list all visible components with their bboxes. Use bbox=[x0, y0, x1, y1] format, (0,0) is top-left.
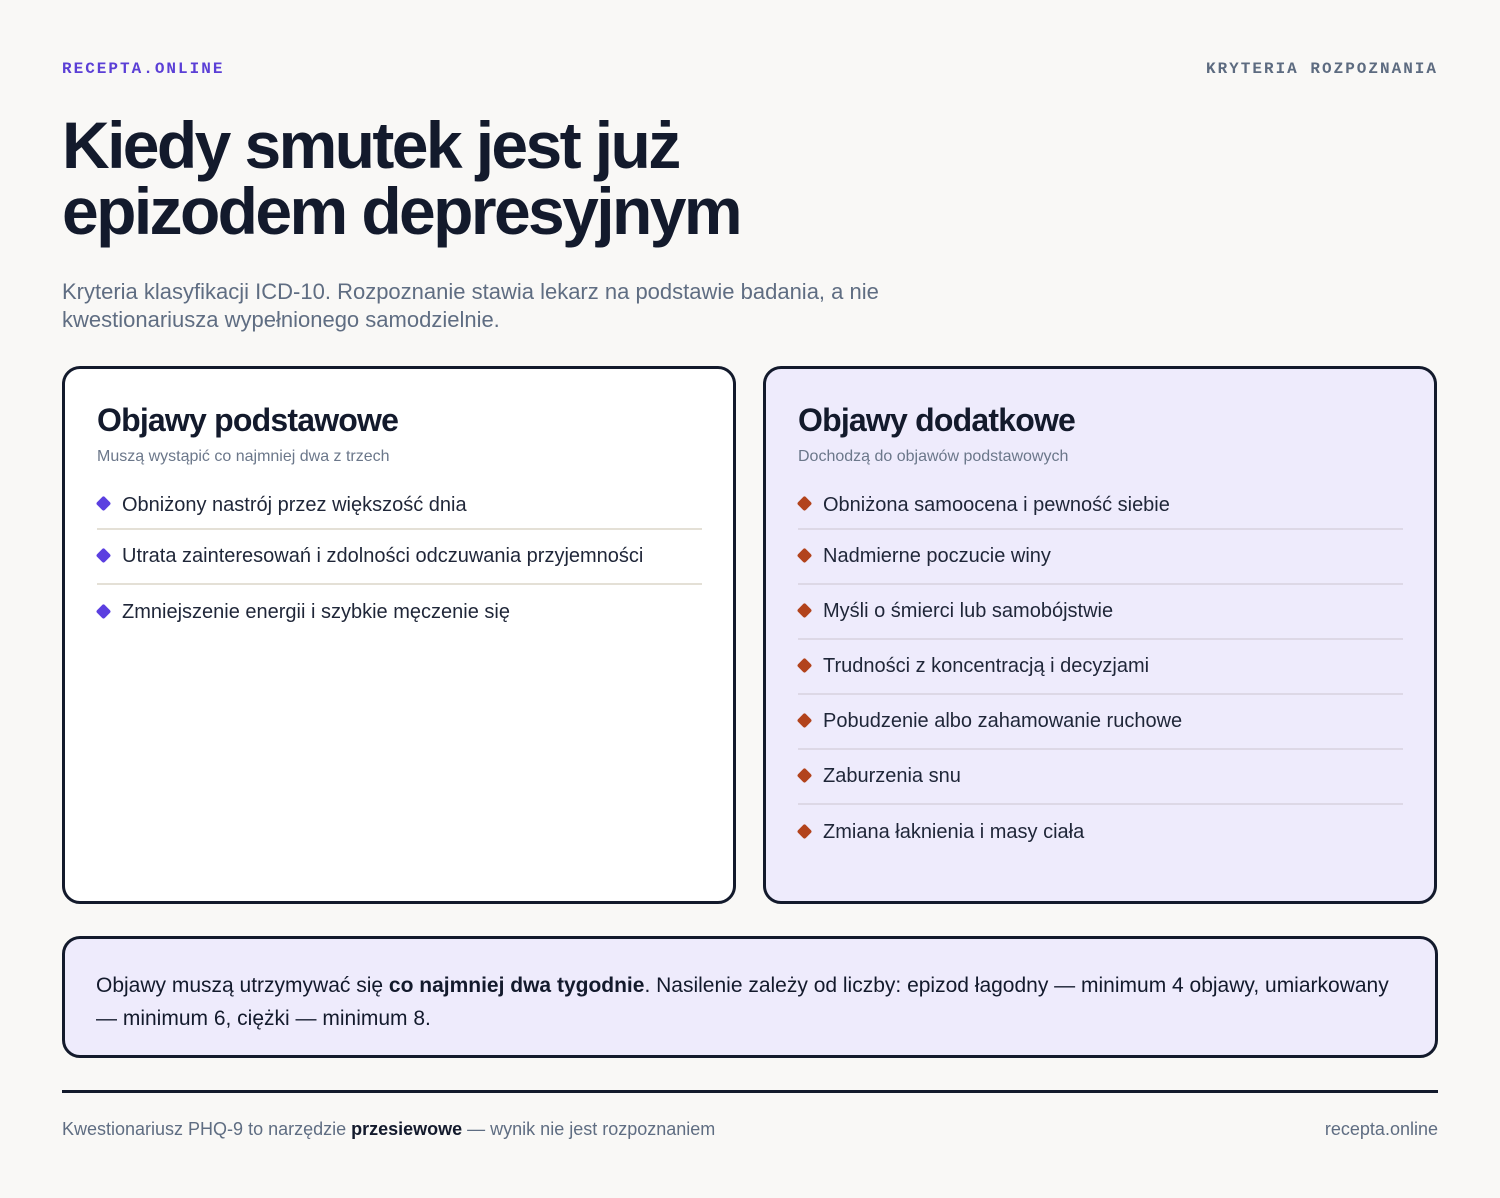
diamond-bullet-icon bbox=[96, 548, 112, 564]
diamond-bullet-icon bbox=[797, 713, 813, 729]
diamond-bullet-icon bbox=[797, 603, 813, 619]
additional-symptom-item bbox=[798, 694, 1403, 750]
additional-symptom-item bbox=[798, 488, 1403, 530]
additional-symptom-item bbox=[798, 529, 1403, 585]
additional-symptom-text: Zmiana łaknienia i masy ciała bbox=[823, 820, 1085, 843]
top-bar bbox=[62, 60, 1438, 78]
additional-symptom-item bbox=[798, 639, 1403, 695]
diamond-bullet-icon bbox=[797, 658, 813, 674]
diamond-bullet-icon bbox=[96, 604, 112, 620]
diamond-bullet-icon bbox=[797, 548, 813, 564]
core-symptom-item bbox=[97, 529, 702, 585]
brand-label[interactable]: RECEPTA.ONLINE bbox=[62, 60, 225, 78]
additional-symptoms-card bbox=[763, 366, 1437, 904]
additional-symptom-item bbox=[798, 804, 1403, 860]
page-title-line-2: epizodem depresyjnym bbox=[62, 174, 740, 248]
core-symptom-text: Obniżony nastrój przez większość dnia bbox=[122, 494, 467, 516]
duration-note bbox=[62, 936, 1438, 1058]
footer-disclaimer-emphasis: przesiewowe bbox=[351, 1119, 463, 1139]
additional-symptom-text: Pobudzenie albo zahamowanie ruchowe bbox=[823, 709, 1183, 732]
page-title-line-1: Kiedy smutek jest już bbox=[62, 108, 679, 182]
section-label: KRYTERIA ROZPOZNANIA bbox=[1205, 60, 1438, 78]
additional-symptom-item bbox=[798, 584, 1403, 640]
footer-divider bbox=[62, 1090, 1438, 1093]
additional-symptom-text: Zaburzenia snu bbox=[823, 764, 961, 787]
additional-symptom-text: Obniżona samoocena i pewność siebie bbox=[823, 494, 1170, 516]
additional-symptoms-subtitle: Dochodzą do objawów podstawowych bbox=[798, 448, 1069, 465]
footer-disclaimer-text: Kwestionariusz PHQ-9 to narzędzie bbox=[62, 1119, 352, 1139]
core-symptoms-card bbox=[62, 366, 736, 904]
core-symptoms-title: Objawy podstawowe bbox=[97, 402, 399, 438]
page-title bbox=[62, 108, 962, 248]
core-symptom-text: Zmniejszenie energii i szybkie męczenie się bbox=[122, 600, 510, 623]
footer bbox=[62, 1118, 1438, 1140]
core-symptom-item bbox=[97, 584, 702, 640]
diamond-bullet-icon bbox=[797, 824, 813, 840]
additional-symptom-text: Trudności z koncentracją i decyzjami bbox=[823, 654, 1150, 677]
page-subtitle bbox=[62, 278, 942, 334]
diamond-bullet-icon bbox=[797, 496, 813, 512]
footer-disclaimer bbox=[62, 1118, 715, 1140]
core-symptom-item bbox=[97, 488, 702, 530]
page-subtitle-line-2: kwestionariusza wypełnionego samodzielnie. bbox=[62, 307, 500, 332]
core-symptoms-list bbox=[97, 488, 702, 640]
core-symptom-text: Utrata zainteresowań i zdolności odczuwania przyjemności bbox=[122, 544, 644, 567]
footer-site-link[interactable]: recepta.online bbox=[1324, 1119, 1438, 1139]
additional-symptom-item bbox=[798, 749, 1403, 805]
additional-symptom-text: Myśli o śmierci lub samobójstwie bbox=[823, 599, 1114, 622]
duration-note-text: Objawy muszą utrzymywać się bbox=[96, 974, 389, 997]
additional-symptoms-list bbox=[798, 488, 1403, 860]
diamond-bullet-icon bbox=[96, 496, 112, 512]
core-symptoms-subtitle: Muszą wystąpić co najmniej dwa z trzech bbox=[97, 448, 390, 465]
page-subtitle-line-1: Kryteria klasyfikacji ICD-10. Rozpoznanie stawia lekarz na podstawie badania, a nie bbox=[62, 279, 879, 304]
footer-disclaimer-rest: — wynik nie jest rozpoznaniem bbox=[462, 1119, 716, 1139]
duration-note-emphasis: co najmniej dwa tygodnie bbox=[388, 974, 645, 997]
diamond-bullet-icon bbox=[797, 768, 813, 784]
duration-note-severity: . Nasilenie zależy od liczby: epizod łagodny — minimum 4 objawy, umiarkowany — minimum 6, ciężki — minimum 8. bbox=[96, 974, 1389, 1030]
additional-symptom-text: Nadmierne poczucie winy bbox=[823, 544, 1051, 567]
additional-symptoms-title: Objawy dodatkowe bbox=[798, 402, 1076, 438]
